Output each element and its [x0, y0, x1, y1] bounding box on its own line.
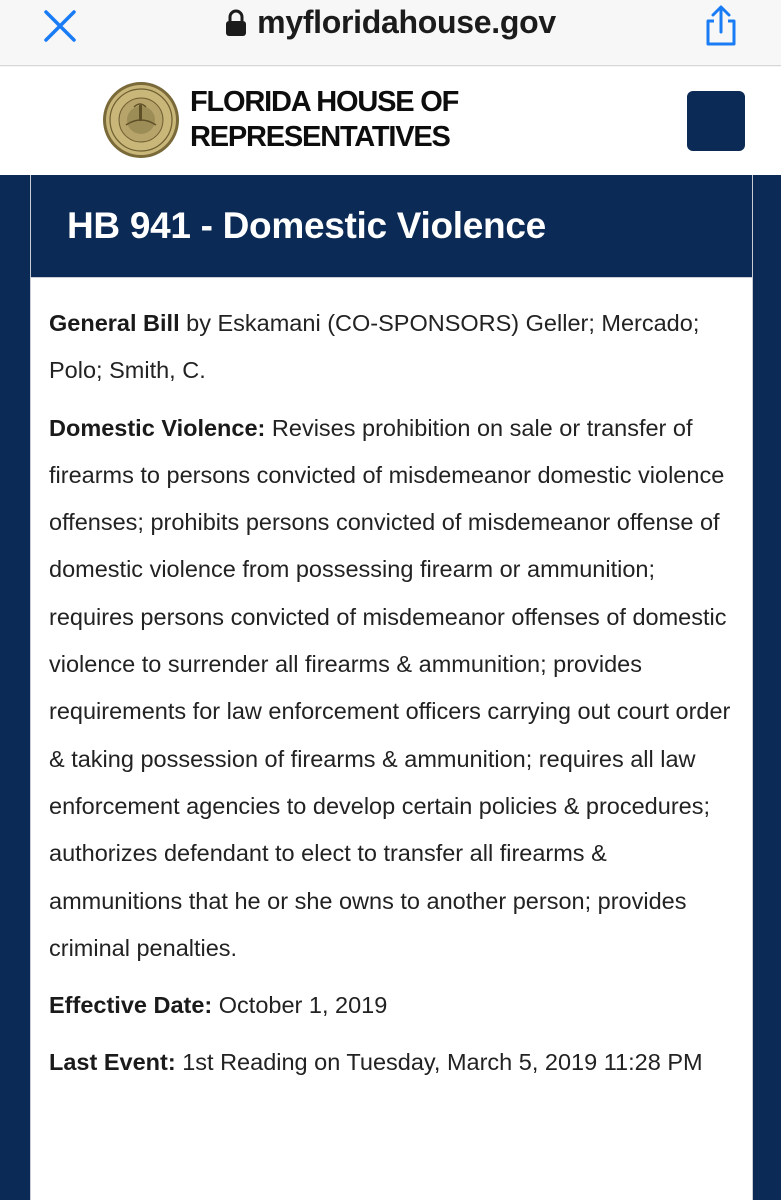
summary: [49, 405, 734, 973]
summary-label: Domestic Violence:: [49, 414, 266, 441]
effective-date-value: October 1, 2019: [212, 992, 388, 1019]
menu-button[interactable]: [687, 91, 745, 151]
last-event-value: 1st Reading on Tuesday, March 5, 2019 11:28 PM: [175, 1049, 703, 1076]
lock-icon: [225, 9, 247, 37]
site-title[interactable]: FLORIDA HOUSE OF REPRESENTATIVES: [190, 86, 459, 153]
share-icon: [699, 4, 743, 48]
sponsor-line: [49, 300, 734, 395]
last-event: [49, 1039, 734, 1086]
url-text: myfloridahouse.gov: [257, 4, 556, 40]
bill-title: HB 941 - Domestic Violence: [67, 205, 546, 246]
browser-bar: [0, 0, 781, 66]
effective-date: [49, 982, 734, 1029]
bill-card: [30, 175, 753, 1200]
sponsor-text: by Eskamani (CO-SPONSORS) Geller; Mercado; Polo; Smith, C.: [49, 310, 700, 384]
last-event-label: Last Event:: [49, 1049, 176, 1076]
seal-icon[interactable]: [102, 81, 180, 159]
address-bar[interactable]: [225, 4, 556, 41]
bill-details: [31, 278, 752, 1087]
summary-text: Revises prohibition on sale or transfer of firearms to persons convicted of misdemeanor domestic violence offenses; prohibits persons convicted of misdemeanor offense of domestic violence from possessing firearm or ammunition; requires persons convicted of misdemeanor offenses of domestic violence to surrender all firearms & ammunition; provides requirements for law enforcement officers carrying out court order & taking possession of firearms & ammunition; requires all law enforcement agencies to develop certain policies & procedures; authorizes defendant to elect to transfer all firearms & ammunitions that he or she owns to another person; provides criminal penalties.: [49, 414, 731, 961]
site-header: [0, 67, 781, 175]
effective-date-label: Effective Date:: [49, 992, 213, 1019]
share-button[interactable]: [699, 4, 743, 48]
sponsor-label: General Bill: [49, 310, 180, 336]
bill-card-header: [31, 175, 752, 278]
